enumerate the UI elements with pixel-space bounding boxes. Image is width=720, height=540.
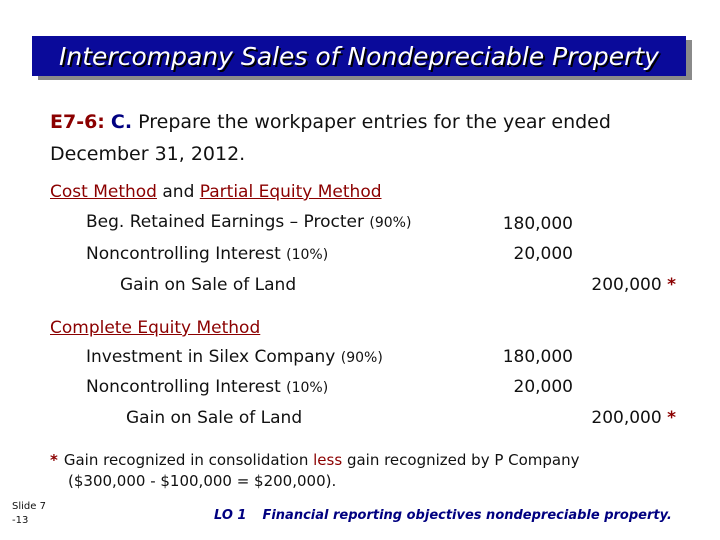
footnote-text-after: gain recognized by P Company xyxy=(346,451,580,469)
debit-amount: 20,000 xyxy=(513,244,573,264)
account-name: Gain on Sale of Land xyxy=(120,275,297,295)
exercise-part: C. xyxy=(110,111,133,133)
exercise-label: E7-6: xyxy=(50,111,105,133)
section-heading-complete-equity xyxy=(50,318,260,338)
account-name: Gain on Sale of Land xyxy=(126,408,303,428)
entry-account xyxy=(86,244,328,264)
footnote-star: * xyxy=(667,408,676,428)
entry-account xyxy=(86,377,328,397)
footnote-star: * xyxy=(667,275,676,295)
footnote-calculation: ($300,000 - $100,000 = $200,000). xyxy=(68,472,337,490)
slide-number xyxy=(12,500,46,528)
heading-and: and xyxy=(162,182,195,202)
account-percent: (10%) xyxy=(286,247,329,263)
entry-account xyxy=(86,347,383,367)
heading-partial-equity: Partial Equity Method xyxy=(199,182,382,202)
slide-title: Intercompany Sales of Nondepreciable Property xyxy=(59,41,659,71)
credit-value: 200,000 xyxy=(591,408,662,428)
entry-account xyxy=(86,212,411,232)
heading-cost-method: Cost Method xyxy=(50,182,157,202)
debit-amount: 180,000 xyxy=(502,347,573,367)
heading-complete-equity: Complete Equity Method xyxy=(50,318,261,338)
footnote-less: less xyxy=(313,451,343,469)
footnote xyxy=(50,450,670,492)
debit-amount: 20,000 xyxy=(513,377,573,397)
section-heading-cost-partial xyxy=(50,182,382,202)
credit-amount xyxy=(591,408,676,428)
lo-text: Financial reporting objectives nondepreciable property. xyxy=(262,508,672,523)
credit-value: 200,000 xyxy=(591,275,662,295)
account-percent: (10%) xyxy=(286,380,329,396)
lo-number: LO 1 xyxy=(214,508,247,523)
account-name: Noncontrolling Interest xyxy=(86,244,281,264)
debit-amount: 180,000 xyxy=(502,214,573,234)
entry-account xyxy=(120,275,296,295)
footnote-text-before: Gain recognized in consolidation xyxy=(63,451,309,469)
account-percent: (90%) xyxy=(340,350,383,366)
exercise-text-line2: December 31, 2012. xyxy=(50,143,246,165)
title-bar xyxy=(32,36,686,76)
slide-label: Slide 7 xyxy=(12,501,46,512)
footnote-star: * xyxy=(50,451,58,469)
learning-objective xyxy=(214,508,672,523)
entry-account xyxy=(126,408,302,428)
account-name: Investment in Silex Company xyxy=(86,347,336,367)
exercise-text-line1: Prepare the workpaper entries for the year ended xyxy=(138,111,611,133)
account-name: Noncontrolling Interest xyxy=(86,377,281,397)
slide-page: -13 xyxy=(12,515,29,526)
account-name: Beg. Retained Earnings – Procter xyxy=(86,212,364,232)
account-percent: (90%) xyxy=(369,215,412,231)
credit-amount xyxy=(591,275,676,295)
exercise-statement xyxy=(50,106,700,170)
